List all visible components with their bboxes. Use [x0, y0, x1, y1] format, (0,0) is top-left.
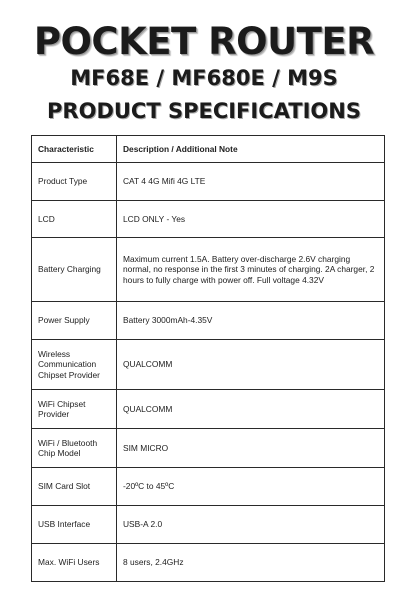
description-cell: USB-A 2.0 — [117, 506, 385, 544]
characteristic-cell: WiFi Chipset Provider — [32, 390, 117, 429]
description-cell: Battery 3000mAh-4.35V — [117, 302, 385, 340]
description-cell: 8 users, 2.4GHz — [117, 544, 385, 582]
table-row — [32, 302, 385, 340]
characteristic-cell: USB Interface — [32, 506, 117, 544]
characteristic-cell: WiFi / Bluetooth Chip Model — [32, 429, 117, 468]
description-cell: QUALCOMM — [117, 340, 385, 390]
document-header — [0, 22, 408, 126]
characteristic-cell: Wireless Communication Chipset Provider — [32, 340, 117, 390]
characteristic-cell: LCD — [32, 201, 117, 238]
table-row — [32, 544, 385, 582]
document-title: POCKET ROUTER — [33, 20, 375, 63]
column-header-description: Description / Additional Note — [117, 136, 385, 163]
characteristic-cell: Battery Charging — [32, 238, 117, 302]
description-cell: Maximum current 1.5A. Battery over-discharge 2.6V charging normal, no response in the first 3 minutes of charging. 2A charger, 2 hours to fully charge with power off. Full voltage 4.32V — [117, 238, 385, 302]
characteristic-cell: SIM Card Slot — [32, 468, 117, 506]
description-cell: CAT 4 4G Mifi 4G LTE — [117, 163, 385, 201]
table-row — [32, 238, 385, 302]
table-row — [32, 163, 385, 201]
section-heading: PRODUCT SPECIFICATIONS — [47, 99, 361, 123]
table-row — [32, 201, 385, 238]
model-numbers: MF68E / MF680E / M9S — [70, 66, 338, 90]
description-cell: LCD ONLY - Yes — [117, 201, 385, 238]
table-row — [32, 390, 385, 429]
description-cell: -20ºC to 45ºC — [117, 468, 385, 506]
table-row — [32, 340, 385, 390]
table-row — [32, 468, 385, 506]
characteristic-cell: Power Supply — [32, 302, 117, 340]
table-row — [32, 506, 385, 544]
table-header-row — [32, 136, 385, 163]
specifications-table — [31, 135, 385, 582]
table-row — [32, 429, 385, 468]
column-header-characteristic: Characteristic — [32, 136, 117, 163]
description-cell: QUALCOMM — [117, 390, 385, 429]
characteristic-cell: Max. WiFi Users — [32, 544, 117, 582]
characteristic-cell: Product Type — [32, 163, 117, 201]
description-cell: SIM MICRO — [117, 429, 385, 468]
